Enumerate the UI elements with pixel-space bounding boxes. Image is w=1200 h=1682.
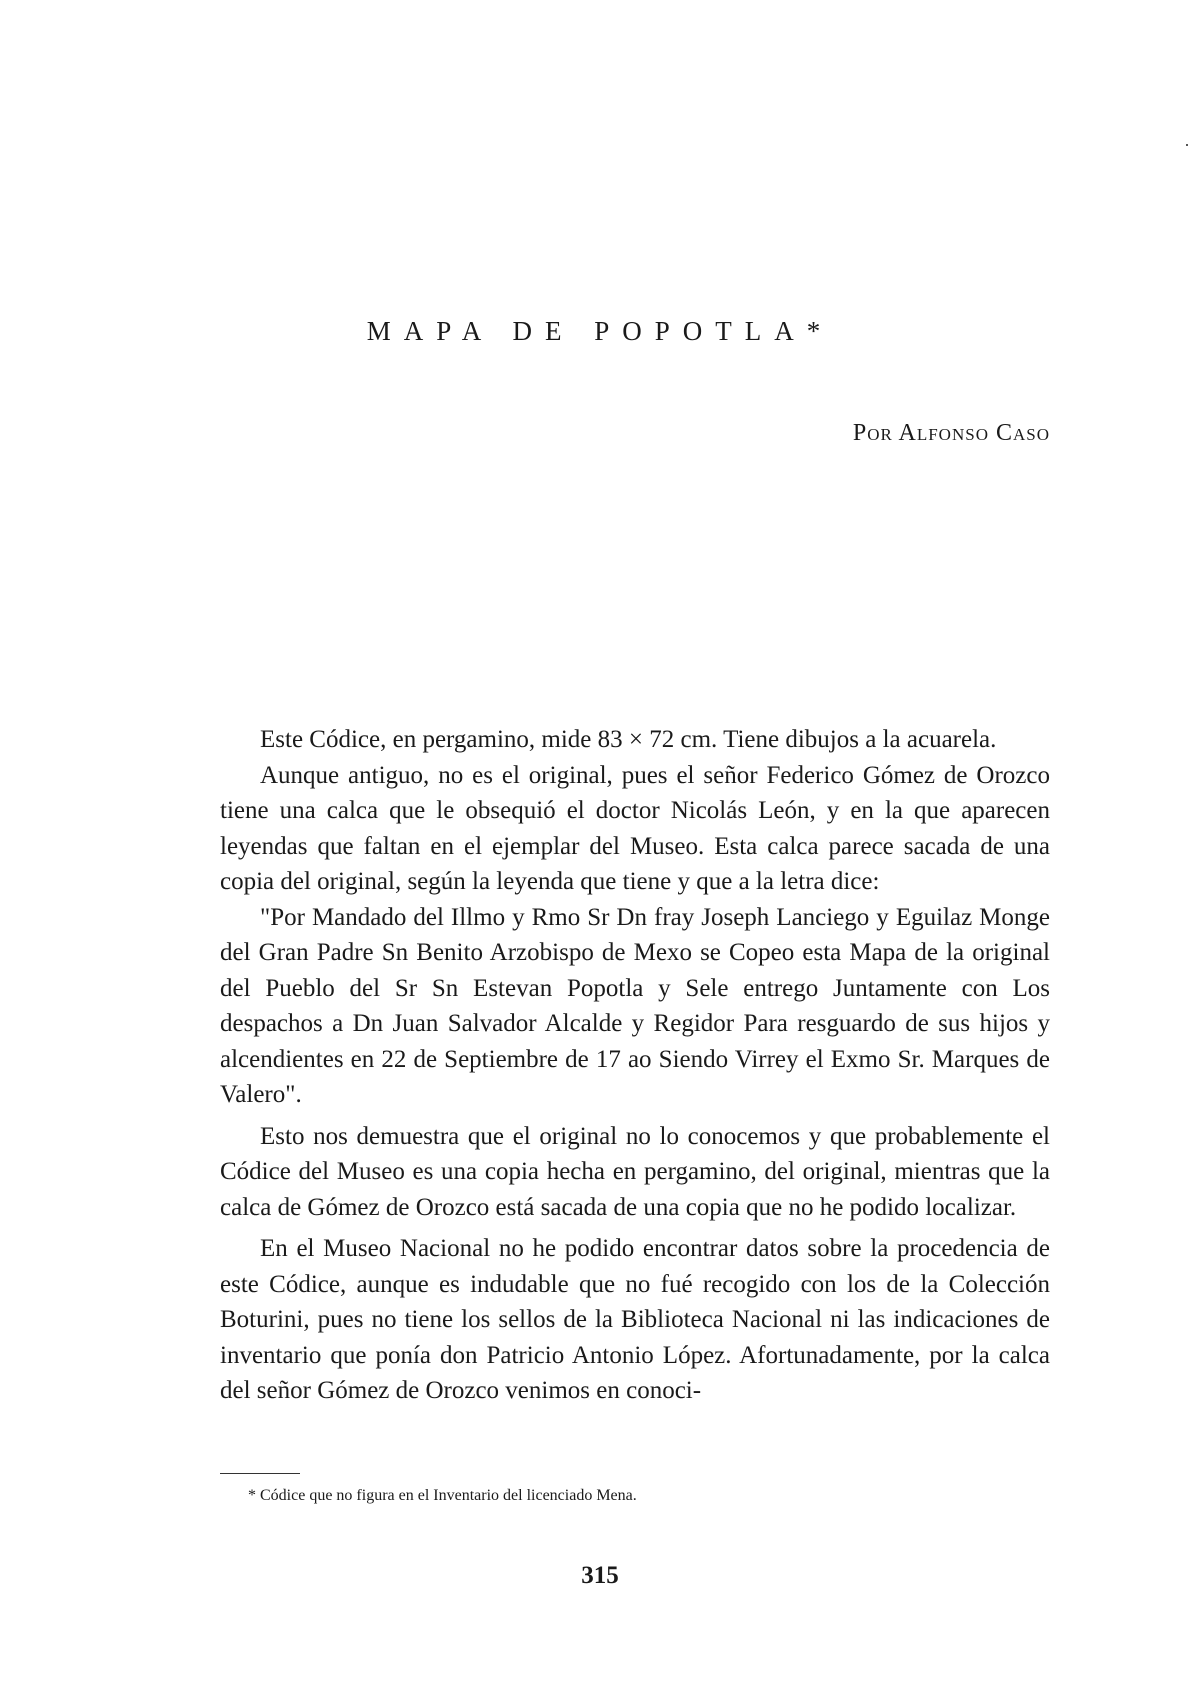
article-byline: Por Alfonso Caso: [852, 420, 1050, 446]
page-edge-mark: [1186, 144, 1188, 146]
footnote: * Códice que no figura en el Inventario del licenciado Mena.: [248, 1487, 637, 1504]
article-body: [220, 722, 1050, 1409]
quoted-legend: "Por Mandado del Illmo y Rmo Sr Dn fray Joseph Lanciego y Eguilaz Monge del Gran Padre Sn Benito Arzobispo de Mexo se Copeo esta Mapa de la original del Pueblo del Sr Sn Estevan Popotla y Sele entrego Juntamente con Los despachos a Dn Juan Salvador Alcalde y Regidor Para resguardo de sus hijos y alcendientes en 22 de Septiembre de 17 ao Siendo Virrey el Exmo Sr. Marques de Valero".: [220, 903, 1050, 1108]
paragraph: En el Museo Nacional no he podido encontrar datos sobre la procedencia de este Códice, aunque es indudable que no fué recogido con los de la Colección Boturini, pues no tiene los sellos de la Biblioteca Nacional ni las indicaciones de inventario que ponía don Patricio Antonio López. Afortunadamente, por la calca del señor Gómez de Orozco venimos en conoci-: [220, 1235, 1050, 1404]
paragraph: Este Códice, en pergamino, mide 83 × 72 cm. Tiene dibujos a la acuarela.: [260, 726, 997, 753]
article-title: MAPA DE POPOTLA*: [366, 316, 834, 346]
page-number: 315: [581, 1562, 619, 1589]
footnote-divider: [220, 1473, 300, 1474]
paragraph: Esto nos demuestra que el original no lo conocemos y que probablemente el Códice del Museo es una copia hecha en pergamino, del original, mientras que la calca de Gómez de Orozco está sacada de una copia que no he podido localizar.: [220, 1122, 1050, 1221]
paragraph: Aunque antiguo, no es el original, pues el señor Federico Gómez de Orozco tiene una calca que le obsequió el doctor Nicolás León, y en la que aparecen leyendas que faltan en el ejemplar del Museo. Esta calca parece sacada de una copia del original, según la leyenda que tiene y que a la letra dice:: [220, 761, 1050, 895]
